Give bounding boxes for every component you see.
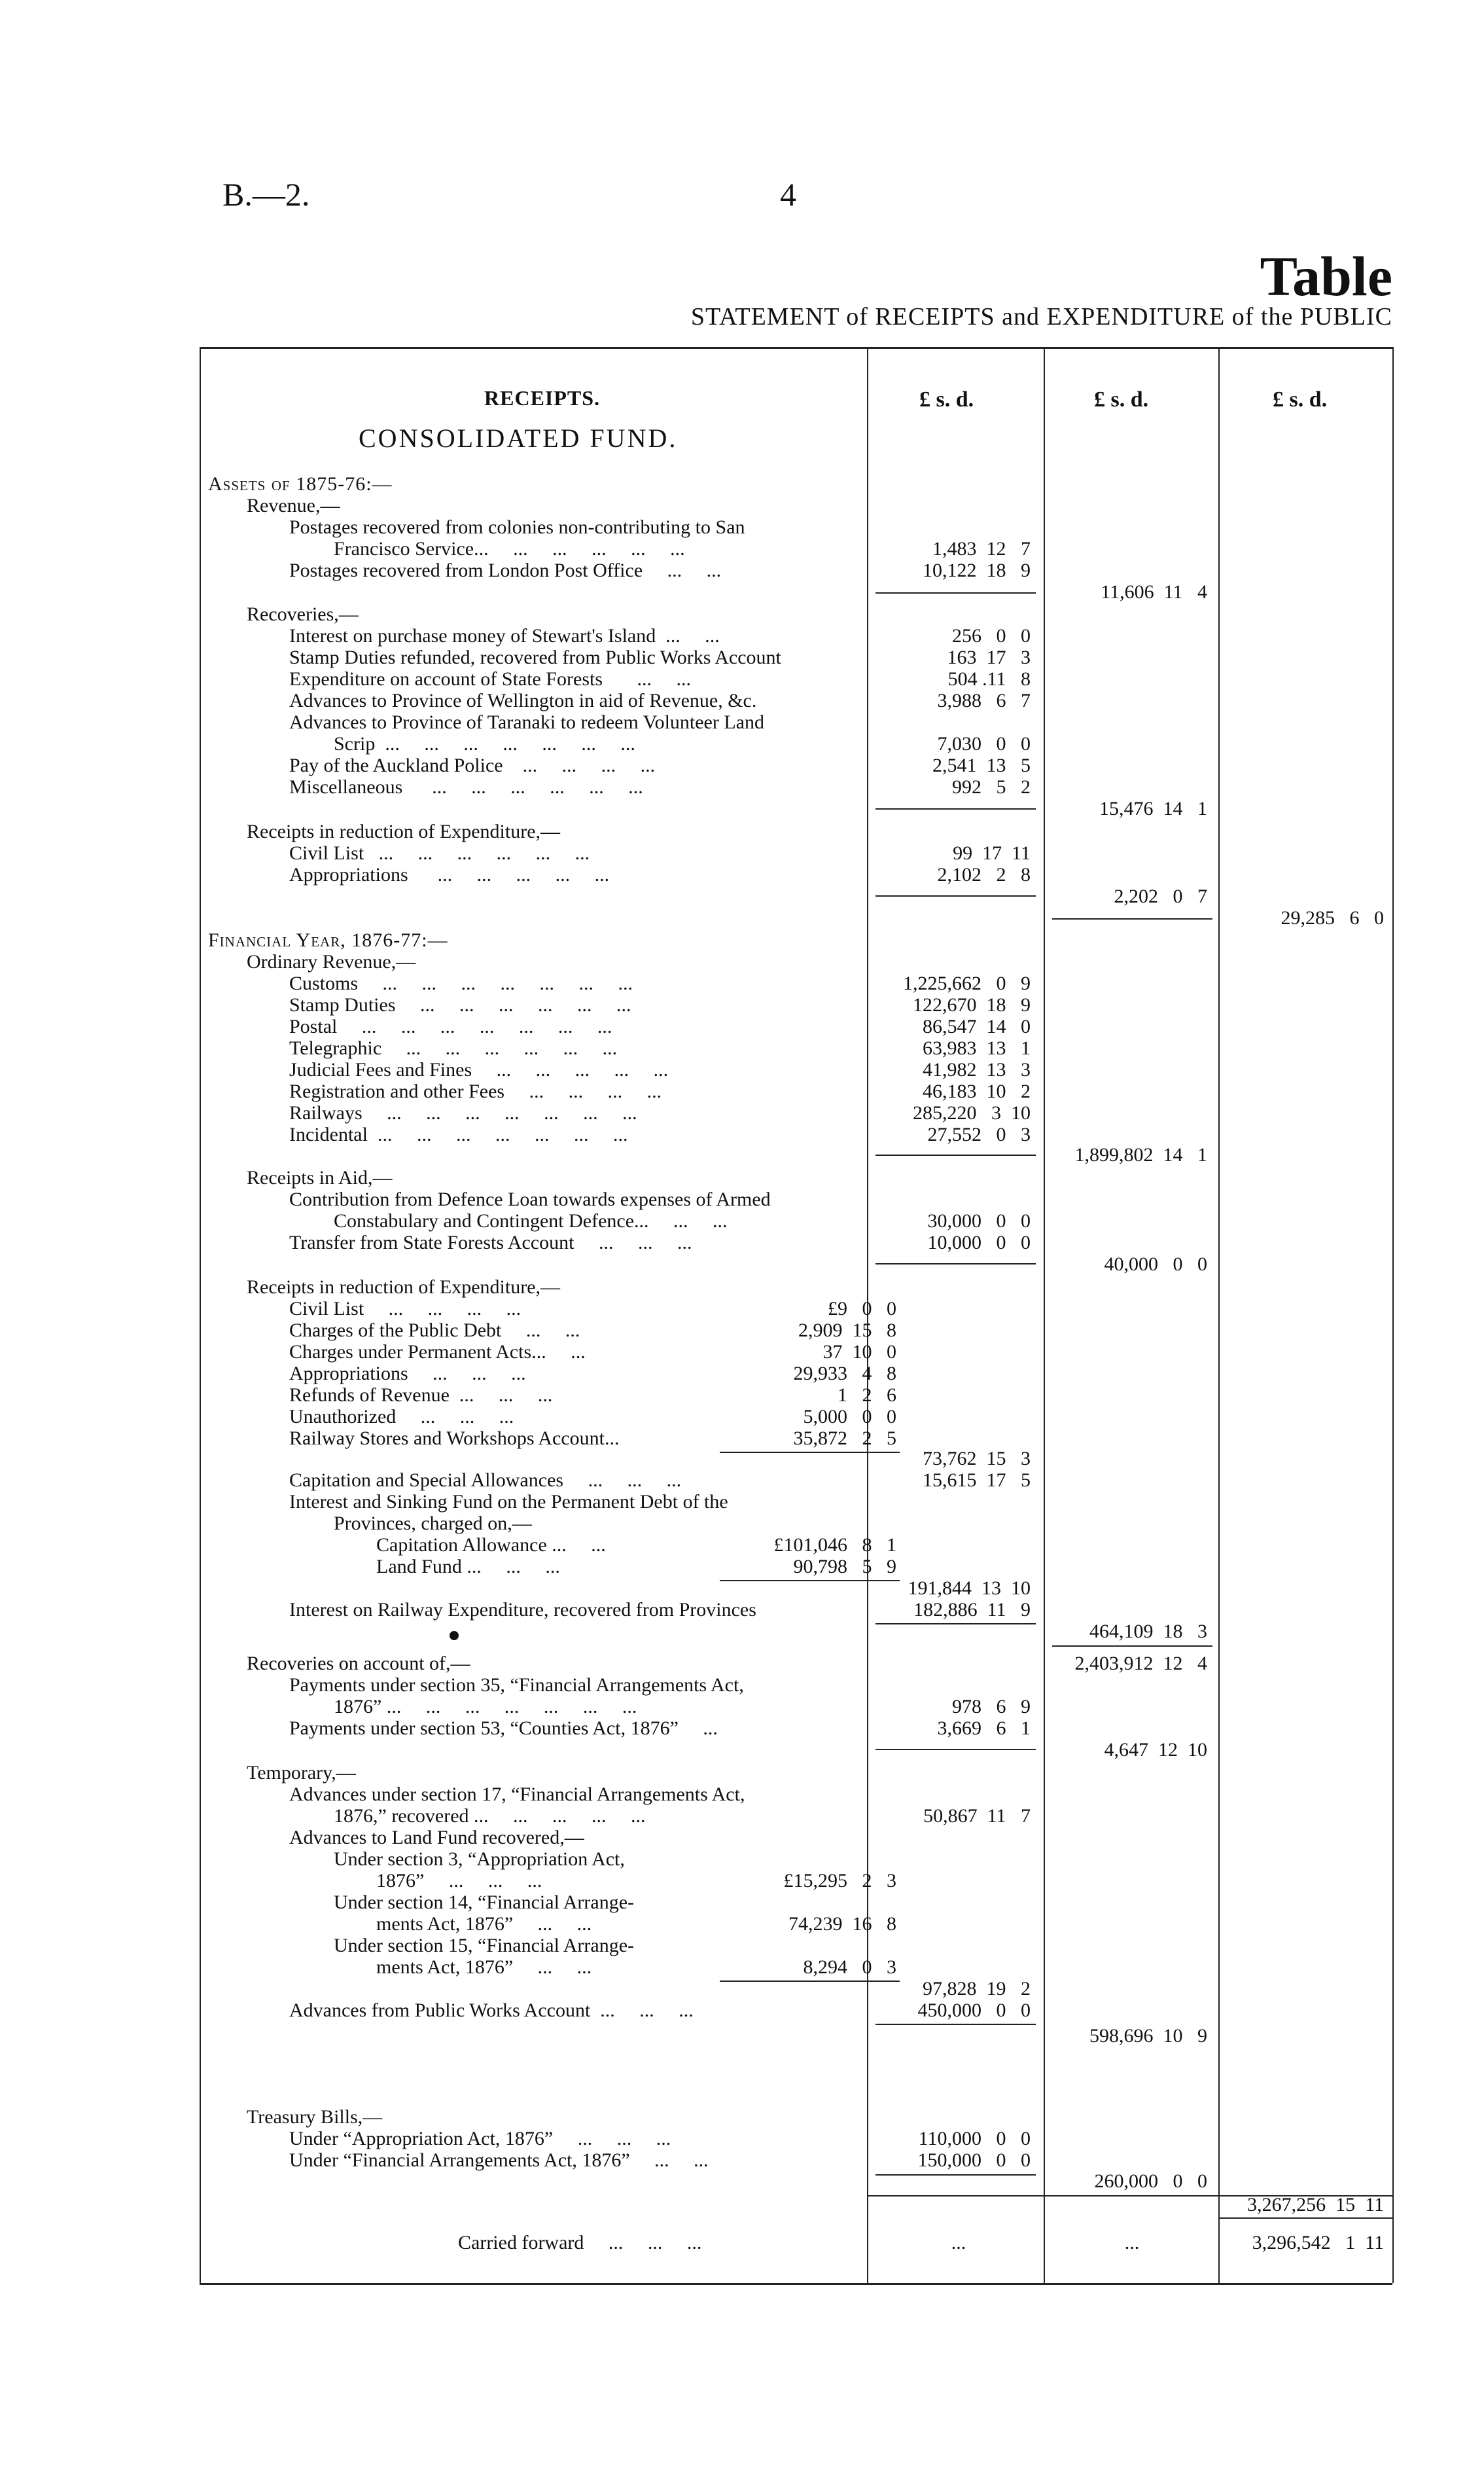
row-amount: 63,983 13 1 <box>923 1037 1031 1059</box>
section-total: 3,267,256 15 11 <box>1247 2194 1384 2215</box>
subtotal-amount: 11,606 11 4 <box>1101 581 1207 603</box>
row-amount: 1,483 12 7 <box>932 538 1031 560</box>
rule <box>875 592 1036 594</box>
inner-amount: 35,872 2 5 <box>793 1427 896 1449</box>
row-amount: 163 17 3 <box>947 647 1031 668</box>
column-rule <box>1392 347 1394 2283</box>
row-label: Interest on Railway Expenditure, recovered from Provinces <box>289 1599 756 1621</box>
row-amount: 10,000 0 0 <box>927 1232 1031 1253</box>
row-amount: 2,541 13 5 <box>932 755 1031 776</box>
group-heading: Treasury Bills,— <box>247 2106 383 2128</box>
subtotal-amount: 2,202 0 7 <box>1114 886 1207 907</box>
row-label: Advances to Land Fund recovered,— <box>289 1827 584 1848</box>
document-code: B.—2. <box>222 176 310 213</box>
row-amount: 110,000 0 0 <box>918 2128 1031 2149</box>
row-amount: 285,220 3 10 <box>913 1102 1031 1124</box>
row-label: Registration and other Fees ... ... ... ... <box>289 1081 662 1102</box>
row-label: ments Act, 1876” ... ... <box>376 1913 592 1935</box>
row-label: Refunds of Revenue ... ... ... <box>289 1384 553 1406</box>
row-label: Advances to Province of Taranaki to redeem Volunteer Land <box>289 711 765 733</box>
row-amount: 256 0 0 <box>952 625 1031 647</box>
column-unit-2: £ s. d. <box>1094 387 1149 412</box>
rule <box>1052 1645 1212 1647</box>
rule <box>875 1155 1036 1156</box>
column-unit-3: £ s. d. <box>1273 387 1328 412</box>
group-heading: Receipts in reduction of Expenditure,— <box>247 1276 561 1298</box>
row-label: Under section 15, “Financial Arrange- <box>334 1935 635 1956</box>
table-heading: Table <box>1260 245 1392 308</box>
row-amount: 504 .11 8 <box>947 668 1031 690</box>
receipts-heading: RECEIPTS. <box>484 386 601 410</box>
row-label: Postal ... ... ... ... ... ... ... <box>289 1016 612 1037</box>
row-label: Contribution from Defence Loan towards expenses of Armed <box>289 1189 771 1210</box>
row-amount: 7,030 0 0 <box>937 733 1031 755</box>
row-amount: 86,547 14 0 <box>923 1016 1031 1037</box>
row-label: Railway Stores and Workshops Account... <box>289 1427 620 1449</box>
row-label: Capitation and Special Allowances ... ... ... <box>289 1469 682 1491</box>
subtotal-amount: 15,476 14 1 <box>1099 798 1207 819</box>
row-label: Constabulary and Contingent Defence... ... ... <box>334 1210 728 1232</box>
row-amount: 2,102 2 8 <box>937 864 1031 886</box>
rule <box>720 1981 900 1982</box>
carried-c1: ... <box>951 2232 966 2253</box>
row-label: Telegraphic ... ... ... ... ... ... <box>289 1037 618 1059</box>
subtotal-amount: 260,000 0 0 <box>1094 2170 1207 2192</box>
subtotal-amount: 40,000 0 0 <box>1104 1253 1207 1275</box>
group-heading: Temporary,— <box>247 1762 356 1784</box>
group-heading: Revenue,— <box>247 495 340 516</box>
row-amount: 992 5 2 <box>952 776 1031 798</box>
row-label: Miscellaneous ... ... ... ... ... ... <box>289 776 643 798</box>
row-label: Francisco Service... ... ... ... ... ... <box>334 538 685 560</box>
row-label: Land Fund ... ... ... <box>376 1556 560 1577</box>
row-amount: 73,762 15 3 <box>923 1448 1031 1469</box>
row-amount: 27,552 0 3 <box>927 1124 1031 1145</box>
row-label: Advances under section 17, “Financial Arrangements Act, <box>289 1784 745 1805</box>
row-amount: 10,122 18 9 <box>923 560 1031 581</box>
inner-amount: 37 10 0 <box>822 1341 896 1363</box>
rule <box>875 2174 1036 2176</box>
row-label: Provinces, charged on,— <box>334 1513 532 1534</box>
row-amount: 41,982 13 3 <box>923 1059 1031 1081</box>
row-amount: 182,886 11 9 <box>913 1599 1031 1621</box>
carried-c2: ... <box>1124 2232 1140 2253</box>
row-label: Scrip ... ... ... ... ... ... ... <box>334 733 635 755</box>
row-label: Incidental ... ... ... ... ... ... ... <box>289 1124 628 1145</box>
column-rule <box>1218 347 1220 2283</box>
carried-forward-total: 3,296,542 1 11 <box>1252 2232 1384 2253</box>
row-label: Advances to Province of Wellington in aid of Revenue, &c. <box>289 690 757 711</box>
row-label: Appropriations ... ... ... <box>289 1363 526 1384</box>
inner-amount: 8,294 0 3 <box>803 1956 896 1978</box>
row-label: Pay of the Auckland Police ... ... ... ... <box>289 755 656 776</box>
group-heading: Ordinary Revenue,— <box>247 951 416 973</box>
group-heading: Recoveries,— <box>247 603 359 625</box>
row-label: ments Act, 1876” ... ... <box>376 1956 592 1978</box>
row-label: Charges of the Public Debt ... ... <box>289 1319 580 1341</box>
row-label: Interest on purchase money of Stewart's Island ... ... <box>289 625 720 647</box>
group-heading: Recoveries on account of,— <box>247 1653 470 1674</box>
row-amount: 450,000 0 0 <box>917 1999 1031 2021</box>
row-label: Interest and Sinking Fund on the Permanent Debt of the <box>289 1491 728 1513</box>
row-label: Under “Financial Arrangements Act, 1876” ... ... <box>289 2149 709 2171</box>
inner-amount: £9 0 0 <box>828 1298 896 1319</box>
row-amount: 150,000 0 0 <box>917 2149 1031 2171</box>
group-heading: Receipts in reduction of Expenditure,— <box>247 821 561 842</box>
row-label: Postages recovered from London Post Office ... ... <box>289 560 722 581</box>
row-label: Transfer from State Forests Account ... ... ... <box>289 1232 692 1253</box>
row-label: Judicial Fees and Fines ... ... ... ... ... <box>289 1059 669 1081</box>
row-amount: 30,000 0 0 <box>927 1210 1031 1232</box>
row-label: Charges under Permanent Acts... ... <box>289 1341 586 1363</box>
rule <box>1052 918 1212 920</box>
inner-amount: 90,798 5 9 <box>793 1556 896 1577</box>
row-label: Advances from Public Works Account ... ... ... <box>289 1999 694 2021</box>
statement-title: STATEMENT of RECEIPTS and EXPENDITURE of the PUBLIC <box>690 303 1392 331</box>
row-label: Under section 3, “Appropriation Act, <box>334 1848 625 1870</box>
row-label: Expenditure on account of State Forests ... ... <box>289 668 692 690</box>
rule <box>875 1623 1036 1624</box>
row-label: 1876” ... ... ... <box>376 1870 542 1891</box>
rule <box>875 1749 1036 1750</box>
row-label: Unauthorized ... ... ... <box>289 1406 514 1427</box>
row-label: Payments under section 53, “Counties Act, 1876” ... <box>289 1717 718 1739</box>
rule <box>875 2024 1036 2025</box>
row-amount: 15,615 17 5 <box>923 1469 1031 1491</box>
inner-amount: £15,295 2 3 <box>783 1870 896 1891</box>
column-rule <box>200 347 201 2283</box>
row-label: Railways ... ... ... ... ... ... ... <box>289 1102 637 1124</box>
rule <box>875 895 1036 897</box>
row-amount: 122,670 18 9 <box>913 994 1031 1016</box>
row-amount: 1,225,662 0 9 <box>903 973 1031 994</box>
section-total: 29,285 6 0 <box>1281 907 1384 929</box>
row-label: Civil List ... ... ... ... ... ... <box>289 842 590 864</box>
ink-dot <box>450 1631 459 1640</box>
subtotal-amount: 1,899,802 14 1 <box>1074 1144 1207 1166</box>
row-amount: 97,828 19 2 <box>923 1978 1031 1999</box>
row-label: Civil List ... ... ... ... <box>289 1298 521 1319</box>
inner-amount: 2,909 15 8 <box>798 1319 896 1341</box>
inner-amount: 74,239 16 8 <box>788 1913 896 1935</box>
row-label: Postages recovered from colonies non-contributing to San <box>289 516 745 538</box>
row-label: 1876,” recovered ... ... ... ... ... <box>334 1805 646 1827</box>
rule <box>875 1263 1036 1264</box>
section-heading: Assets of 1875-76:— <box>208 473 393 495</box>
inner-amount: 1 2 6 <box>838 1384 896 1406</box>
column-unit-1: £ s. d. <box>919 387 974 412</box>
row-label: Appropriations ... ... ... ... ... <box>289 864 610 886</box>
rule <box>720 1580 900 1581</box>
row-label: Stamp Duties refunded, recovered from Public Works Account <box>289 647 781 668</box>
inner-amount: £101,046 8 1 <box>773 1534 896 1556</box>
group-heading: Receipts in Aid,— <box>247 1167 393 1189</box>
inner-amount: 29,933 4 8 <box>793 1363 896 1384</box>
subtotal-amount: 2,403,912 12 4 <box>1074 1653 1207 1674</box>
inner-amount: 5,000 0 0 <box>803 1406 896 1427</box>
rule <box>720 1452 900 1453</box>
row-amount: 978 6 9 <box>952 1696 1031 1717</box>
row-label: Stamp Duties ... ... ... ... ... ... <box>289 994 631 1016</box>
row-label: Customs ... ... ... ... ... ... ... <box>289 973 633 994</box>
row-label: Capitation Allowance ... ... <box>376 1534 606 1556</box>
row-label: Under section 14, “Financial Arrange- <box>334 1891 635 1913</box>
fund-title: CONSOLIDATED FUND. <box>359 423 678 453</box>
row-amount: 46,183 10 2 <box>923 1081 1031 1102</box>
page-number: 4 <box>780 176 796 213</box>
rule <box>875 808 1036 810</box>
subtotal-amount: 464,109 18 3 <box>1089 1621 1207 1642</box>
row-amount: 3,669 6 1 <box>937 1717 1031 1739</box>
row-amount: 3,988 6 7 <box>937 690 1031 711</box>
row-amount: 99 17 11 <box>953 842 1031 864</box>
row-label: Under “Appropriation Act, 1876” ... ... ... <box>289 2128 671 2149</box>
subtotal-amount: 4,647 12 10 <box>1104 1739 1207 1761</box>
carried-forward-label: Carried forward ... ... ... <box>458 2232 702 2253</box>
row-amount: 191,844 13 10 <box>908 1577 1031 1599</box>
column-rule <box>1044 347 1045 2283</box>
rule <box>1218 2217 1392 2219</box>
row-label: Payments under section 35, “Financial Arrangements Act, <box>289 1674 744 1696</box>
section-heading: Financial Year, 1876-77:— <box>208 929 448 951</box>
subtotal-amount: 598,696 10 9 <box>1089 2025 1207 2047</box>
row-label: 1876” ... ... ... ... ... ... ... <box>334 1696 637 1717</box>
row-amount: 50,867 11 7 <box>923 1805 1031 1827</box>
